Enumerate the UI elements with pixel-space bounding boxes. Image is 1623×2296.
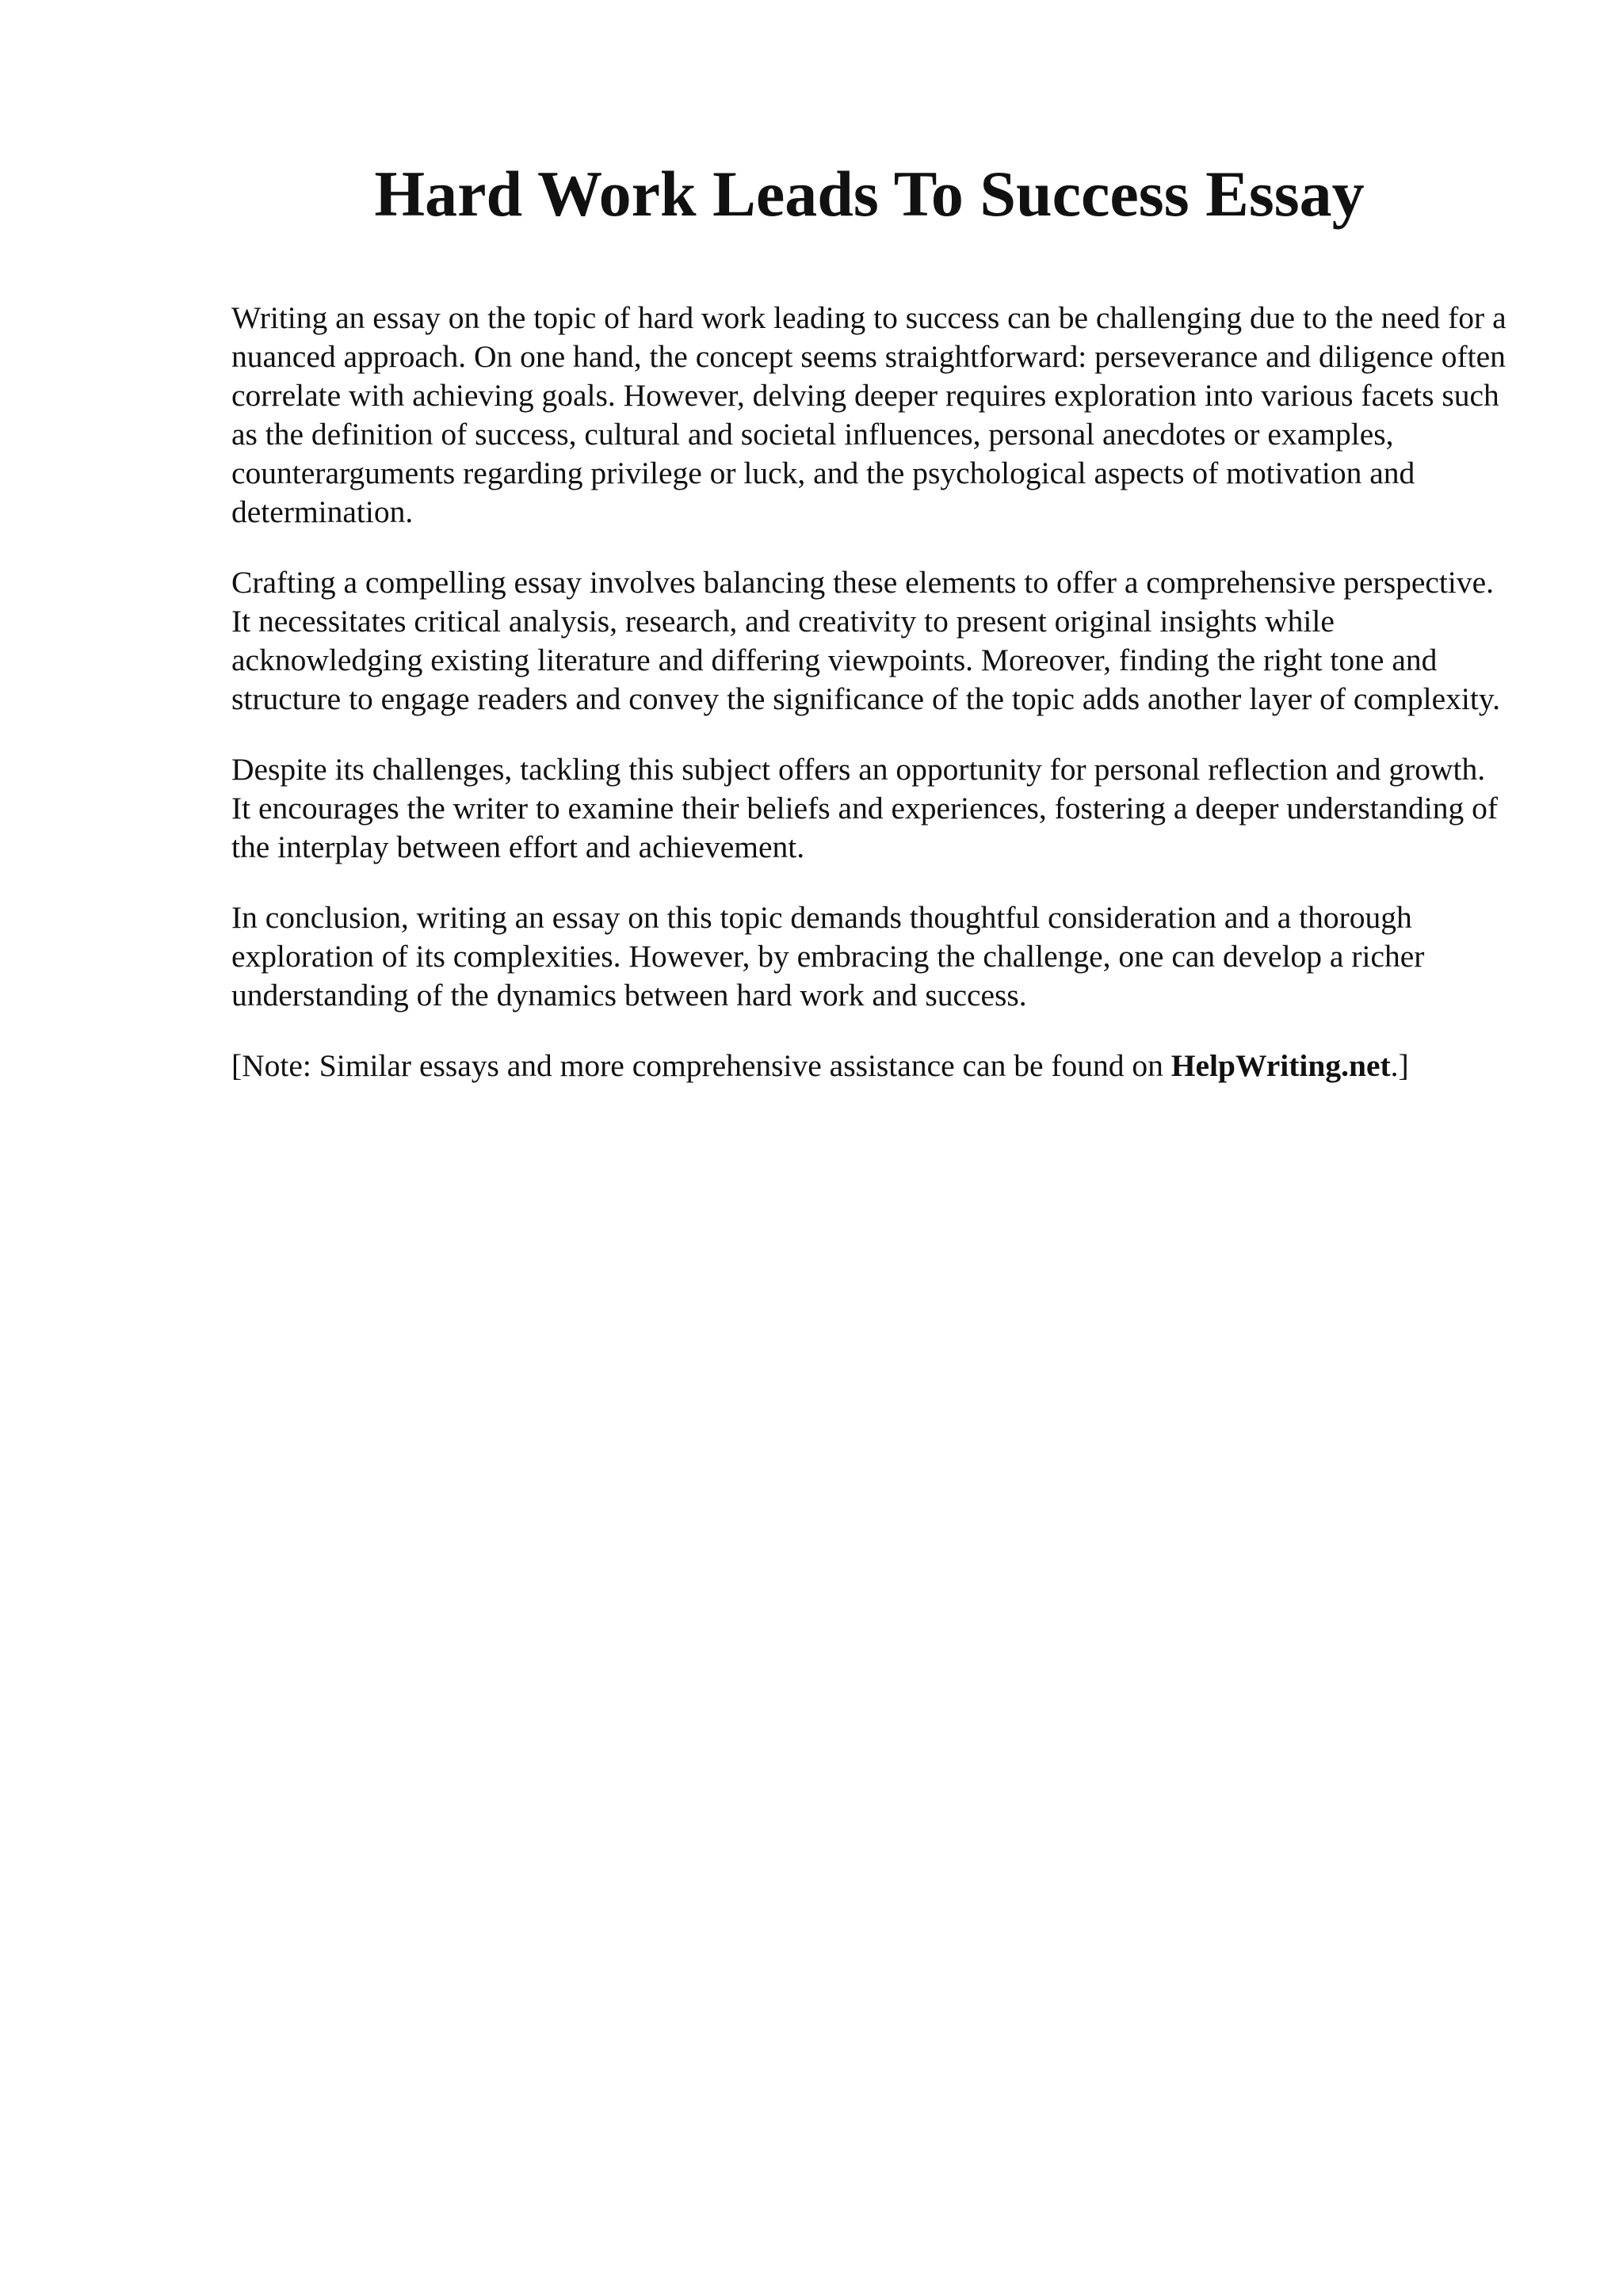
paragraph-3: Despite its challenges, tackling this subject offers an opportunity for personal reflection and growth. It encourages the writer to examine their beliefs and experiences, fostering a deeper understanding of the interplay between effort and achievement.: [231, 752, 1498, 864]
note-prefix: [Note: Similar essays and more comprehensive assistance can be found on: [231, 1048, 1171, 1083]
essay-body: [231, 299, 1507, 1117]
paragraph-2: Crafting a compelling essay involves balancing these elements to offer a comprehensive perspective. It necessitates critical analysis, research, and creativity to present original insights while acknowledging existing literature and differing viewpoints. Moreover, finding the right tone and structure to engage readers and convey the significance of the topic adds another layer of complexity.: [231, 565, 1500, 716]
paragraph-1: Writing an essay on the topic of hard work leading to success can be challenging due to the need for a nuanced approach. On one hand, the concept seems straightforward: perseverance and diligence often correlate with achieving goals. However, delving deeper requires exploration into various facets such as the definition of success, cultural and societal influences, personal anecdotes or examples, counterarguments regarding privilege or luck, and the psychological aspects of motivation and determination.: [231, 300, 1507, 529]
note-paragraph: [231, 1047, 1507, 1085]
brand-name: HelpWriting.net: [1170, 1048, 1391, 1083]
note-suffix: .]: [1390, 1048, 1409, 1083]
page-title: Hard Work Leads To Success Essay: [374, 158, 1365, 230]
paragraph-4: In conclusion, writing an essay on this topic demands thoughtful consideration and a thorough exploration of its complexities. However, by embracing the challenge, one can develop a richer understanding of the dynamics between hard work and success.: [231, 900, 1425, 1013]
